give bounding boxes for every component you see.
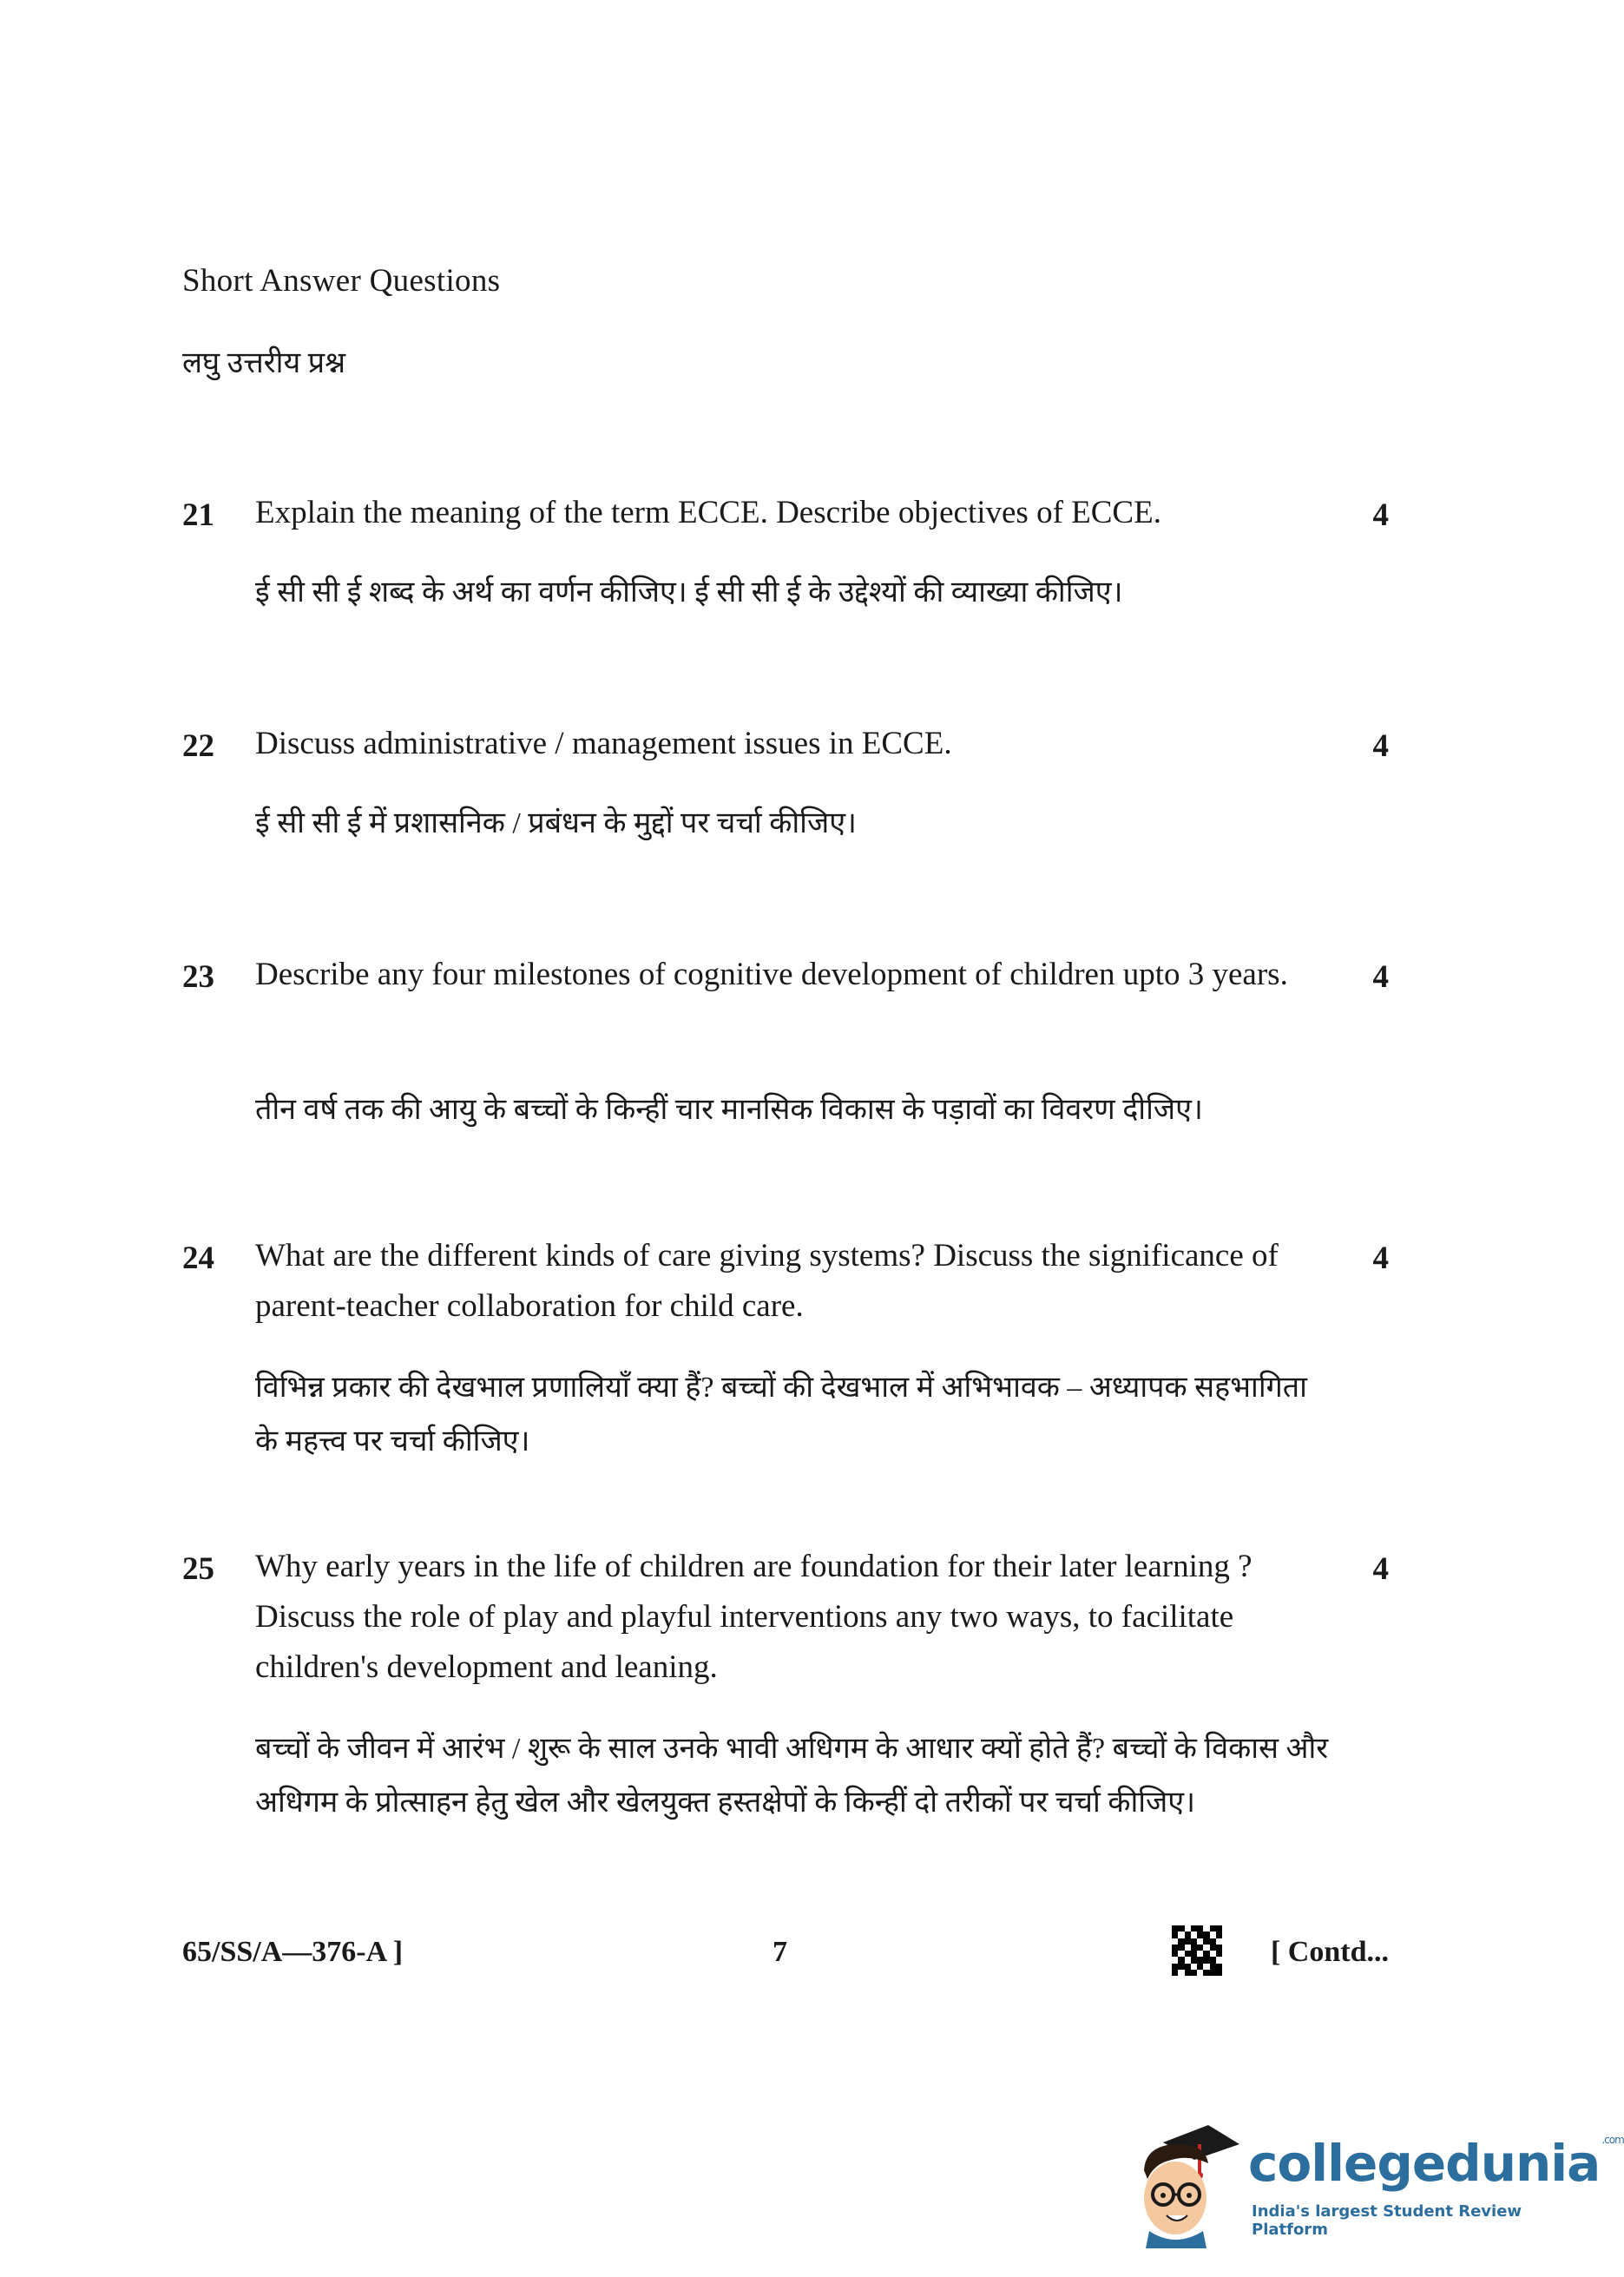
- question-number: 24: [182, 1241, 214, 1276]
- question-23: [182, 958, 1389, 1149]
- qr-code-icon: [1172, 1925, 1222, 1976]
- mascot-face-icon: [1137, 2118, 1241, 2248]
- question-text-english: Discuss administrative / management issues in ECCE.: [255, 726, 952, 761]
- question-24: [182, 1240, 1389, 1483]
- section-title-hindi: लघु उत्तरीय प्रश्न: [182, 347, 346, 379]
- question-22: [182, 727, 1389, 866]
- question-text-hindi: विभिन्न प्रकार की देखभाल प्रणालियाँ क्या हैं? बच्चों की देखभाल में अभिभावक – अध्यापक सहभागिता के महत्त्व पर चर्चा कीजिए।: [255, 1372, 1307, 1458]
- question-21: [182, 497, 1389, 635]
- question-text-english: Describe any four milestones of cognitive development of children upto 3 years.: [255, 957, 1288, 992]
- question-marks: 4: [1372, 497, 1389, 533]
- question-number: 23: [182, 959, 214, 995]
- question-text-hindi: बच्चों के जीवन में आरंभ / शुरू के साल उनके भावी अधिगम के आधार क्यों होते हैं? बच्चों के विकास और अधिगम के प्रोत्साहन हेतु खेल और खेलयुक्त हस्तक्षेपों के किन्हीं दो तरीकों पर चर्चा कीजिए।: [255, 1733, 1329, 1819]
- question-number: 22: [182, 728, 214, 764]
- collegedunia-logo: [1137, 2118, 1624, 2248]
- question-marks: 4: [1372, 959, 1389, 995]
- question-number: 21: [182, 497, 214, 533]
- continued-marker: [ Contd...: [1270, 1936, 1389, 1968]
- question-text-english: What are the different kinds of care giving systems? Discuss the significance of parent-teacher collaboration for child care.: [255, 1238, 1279, 1324]
- brand-name: collegedunia $^{.com}$: [1248, 2134, 1624, 2193]
- paper-code: 65/SS/A—376-A ]: [182, 1936, 404, 1968]
- question-number: 25: [182, 1551, 214, 1587]
- question-marks: 4: [1372, 1241, 1389, 1276]
- question-marks: 4: [1372, 1551, 1389, 1587]
- question-25: [182, 1550, 1389, 1898]
- page-number: 7: [773, 1936, 787, 1968]
- page-footer: [182, 1936, 1389, 1988]
- question-text-hindi: ई सी सी ई में प्रशासनिक / प्रबंधन के मुद्दों पर चर्चा कीजिए।: [255, 807, 857, 839]
- question-text-english: Explain the meaning of the term ECCE. Describe objectives of ECCE.: [255, 495, 1161, 530]
- section-title: Short Answer Questions: [182, 263, 501, 299]
- question-text-hindi: तीन वर्ष तक की आयु के बच्चों के किन्हीं चार मानसिक विकास के पड़ावों का विवरण दीजिए।: [255, 1094, 1203, 1126]
- question-text-hindi: ई सी सी ई शब्द के अर्थ का वर्णन कीजिए। ई सी सी ई के उद्देश्यों की व्याख्या कीजिए।: [255, 576, 1123, 609]
- question-marks: 4: [1372, 728, 1389, 764]
- brand-tagline: India's largest Student Review Platform: [1252, 2202, 1522, 2239]
- question-text-english: Why early years in the life of children are foundation for their later learning ? Discuss the role of play and playful interventions any two ways, to facilitate children's development and leaning.: [255, 1549, 1253, 1685]
